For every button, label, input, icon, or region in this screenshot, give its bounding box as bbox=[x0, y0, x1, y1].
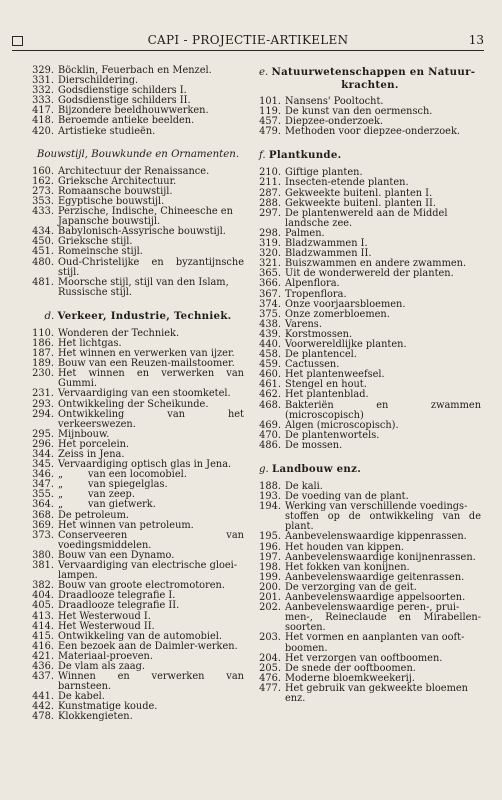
section-letter: f. bbox=[259, 150, 266, 162]
item-text-line: De kabel. bbox=[58, 691, 105, 703]
list-item bbox=[259, 209, 481, 229]
item-text-line: Diepzee-onderzoek. bbox=[285, 116, 383, 128]
item-text-line: Voorwereldlijke planten. bbox=[285, 338, 407, 350]
item-text-line: Ontwikkeling der Scheikunde. bbox=[58, 398, 209, 410]
item-text bbox=[285, 399, 485, 421]
list-item bbox=[259, 399, 485, 421]
item-text-line: De vlam als zaag. bbox=[58, 660, 146, 672]
item-text-line: Draadlooze telegrafie II. bbox=[58, 600, 180, 612]
item-text bbox=[285, 603, 481, 633]
list-item bbox=[259, 127, 481, 137]
section-title: Natuurwetenschappen en Natuur- bbox=[271, 66, 476, 78]
item-number: 331. bbox=[32, 75, 54, 87]
item-number: 416. bbox=[32, 640, 54, 652]
item-text-line: Klokkengieten. bbox=[58, 711, 133, 723]
item-text-line: Materiaal-proeven. bbox=[58, 650, 153, 662]
item-number: 458. bbox=[259, 349, 281, 361]
item-number: 470. bbox=[259, 429, 281, 441]
item-text bbox=[285, 209, 481, 229]
left-column bbox=[32, 65, 248, 723]
item-number: 434. bbox=[32, 226, 54, 238]
section-title: Verkeer, Industrie, Techniek. bbox=[57, 309, 232, 322]
item-number: 438. bbox=[259, 318, 281, 330]
item-number: 344. bbox=[32, 449, 54, 460]
item-number: 320. bbox=[259, 248, 281, 260]
item-number: 345. bbox=[32, 459, 54, 471]
item-number: 480. bbox=[32, 256, 54, 268]
item-text bbox=[285, 127, 481, 137]
item-number: 210. bbox=[259, 167, 281, 179]
section-title: Bouwstijl, Bouwkunde en Ornamenten. bbox=[36, 148, 240, 160]
item-number: 381. bbox=[32, 560, 54, 572]
item-number: 441. bbox=[32, 691, 54, 703]
section-title-cont: krachten. bbox=[341, 79, 399, 91]
item-text-line: Het Westerwoud I. bbox=[58, 610, 151, 622]
item-text bbox=[58, 368, 248, 390]
item-text-line: Het plantenweefsel. bbox=[285, 369, 385, 381]
item-number: 369. bbox=[32, 519, 54, 531]
item-number: 415. bbox=[32, 630, 54, 642]
page-title: CAPI - PROJECTIE-ARTIKELEN bbox=[147, 33, 349, 47]
section-heading bbox=[32, 149, 244, 161]
item-text bbox=[58, 712, 244, 722]
item-text-line: Romeinsche stijl. bbox=[58, 246, 143, 258]
section-title: Landbouw enz. bbox=[272, 463, 362, 475]
item-number: 436. bbox=[32, 660, 54, 672]
item-text-line: Het winnen en verwerken van Gummi. bbox=[58, 368, 248, 390]
section-heading bbox=[259, 463, 481, 476]
item-text-line: De plantenwortels. bbox=[285, 429, 380, 441]
item-number: 201. bbox=[259, 592, 281, 604]
item-text-line: Stengel en hout. bbox=[285, 379, 367, 391]
item-text-line: Vervaardiging optisch glas in Jena. bbox=[58, 459, 232, 471]
item-number: 198. bbox=[259, 561, 281, 573]
item-number: 440. bbox=[259, 338, 281, 350]
item-number: 187. bbox=[32, 348, 54, 360]
item-number: 196. bbox=[259, 541, 281, 553]
item-number: 365. bbox=[259, 268, 281, 280]
item-number: 433. bbox=[32, 206, 54, 218]
item-text bbox=[58, 278, 244, 298]
item-number: 477. bbox=[259, 682, 281, 694]
item-number: 404. bbox=[32, 590, 54, 602]
item-text-line: Winnen en verwerken van barnsteen. bbox=[58, 671, 248, 693]
item-number: 203. bbox=[259, 632, 281, 644]
item-number: 405. bbox=[32, 600, 54, 612]
section-letter: e. bbox=[259, 67, 269, 78]
item-number: 288. bbox=[259, 197, 281, 209]
item-text-line: Godsdienstige schilders II. bbox=[58, 95, 191, 107]
item-number: 476. bbox=[259, 672, 281, 684]
item-number: 442. bbox=[32, 701, 54, 713]
page-number: 13 bbox=[468, 33, 484, 47]
item-text-line: Bladzwammen I. bbox=[285, 238, 368, 250]
item-number: 205. bbox=[259, 662, 281, 674]
item-text-line: Perzische, Indische, Chineesche en bbox=[58, 206, 233, 218]
item-number: 353. bbox=[32, 195, 54, 207]
item-text-line: Het plantenblad. bbox=[285, 389, 369, 401]
list-item bbox=[32, 529, 248, 551]
item-number: 295. bbox=[32, 428, 54, 440]
list-item bbox=[32, 561, 244, 581]
item-number: 380. bbox=[32, 549, 54, 561]
item-text-line: Het fokken van konijnen. bbox=[285, 561, 410, 573]
item-text-continuation: landsche zee. bbox=[285, 217, 353, 229]
item-text-line: Aanbevelenswaardige geitenrassen. bbox=[285, 571, 465, 583]
item-number: 479. bbox=[259, 126, 281, 138]
list-item bbox=[32, 368, 248, 390]
item-number: 414. bbox=[32, 620, 54, 632]
item-text-continuation: Russische stijl. bbox=[58, 286, 132, 298]
item-text-line: Zeiss in Jena. bbox=[58, 449, 125, 460]
item-number: 459. bbox=[259, 359, 281, 371]
item-text-line: Het houden van kippen. bbox=[285, 541, 405, 553]
item-text-line: Bouw van een Dynamo. bbox=[58, 549, 175, 561]
item-text-line: Palmen. bbox=[285, 227, 325, 239]
item-text-line: Moorsche stijl, stijl van den Islam, bbox=[58, 276, 229, 288]
item-number: 293. bbox=[32, 398, 54, 410]
item-number: 296. bbox=[32, 438, 54, 450]
item-number: 298. bbox=[259, 227, 281, 239]
item-number: 333. bbox=[32, 95, 54, 107]
item-number: 194. bbox=[259, 501, 281, 513]
list-item bbox=[259, 633, 481, 653]
item-number: 375. bbox=[259, 308, 281, 320]
item-text-line: „ van een locomobiel. bbox=[58, 469, 187, 481]
item-number: 186. bbox=[32, 337, 54, 349]
item-text-continuation: stoffen op de ontwikkeling van de plant. bbox=[285, 511, 481, 533]
item-text bbox=[58, 127, 244, 137]
list-item bbox=[259, 502, 481, 532]
item-text-line: Ontwikkeling van het verkeerswezen. bbox=[58, 408, 248, 430]
item-number: 450. bbox=[32, 236, 54, 248]
item-text bbox=[58, 561, 244, 581]
item-text-line: Nansens' Pooltocht. bbox=[285, 96, 384, 107]
item-number: 188. bbox=[259, 481, 281, 492]
list-item bbox=[259, 441, 481, 451]
item-number: 373. bbox=[32, 529, 54, 541]
item-number: 321. bbox=[259, 258, 281, 270]
item-text-line: Het lichtgas. bbox=[58, 337, 122, 349]
section-heading bbox=[259, 149, 481, 162]
item-number: 478. bbox=[32, 711, 54, 723]
item-text-line: Aanbevelenswaardige appelsoorten. bbox=[285, 592, 466, 604]
item-text-line: Bakteriën en zwammen (microscopisch) bbox=[285, 399, 485, 421]
item-number: 193. bbox=[259, 491, 281, 503]
item-text-line: „ van spiegelglas. bbox=[58, 479, 168, 491]
item-text bbox=[58, 408, 248, 430]
item-text-line: Vervaardiging van electrische gloei- bbox=[58, 560, 238, 572]
item-text-continuation: men-, Reineclaude en Mirabellen-soorten. bbox=[285, 612, 481, 634]
item-number: 462. bbox=[259, 389, 281, 401]
item-text-line: Böcklin, Feuerbach en Menzel. bbox=[58, 65, 212, 76]
item-number: 439. bbox=[259, 328, 281, 340]
item-text bbox=[58, 671, 248, 693]
item-text-line: „ van gietwerk. bbox=[58, 499, 156, 511]
item-text-line: Het vormen en aanplanten van ooft- bbox=[285, 632, 465, 644]
item-text-line: Gekweekte buitenl. planten I. bbox=[285, 187, 433, 199]
item-text-line: Aanbevelenswaardige peren-, prui- bbox=[285, 602, 460, 614]
item-text-line: Bijzondere beeldhouwwerken. bbox=[58, 105, 209, 117]
item-text-line: Aanbevelenswaardige kippenrassen. bbox=[285, 531, 467, 543]
item-text bbox=[285, 441, 481, 451]
item-text-line: Vervaardiging van een stoomketel. bbox=[58, 388, 231, 400]
item-number: 119. bbox=[259, 106, 281, 118]
item-text-line: Romaansche bouwstijl. bbox=[58, 185, 173, 197]
item-number: 329. bbox=[32, 65, 54, 76]
item-text-line: Beroemde antieke beelden. bbox=[58, 115, 195, 127]
item-text-line: Korstmossen. bbox=[285, 328, 353, 340]
item-text-line: Grieksche Architectuur. bbox=[58, 175, 177, 187]
item-number: 332. bbox=[32, 85, 54, 97]
item-number: 231. bbox=[32, 388, 54, 400]
item-text-line: Cactussen. bbox=[285, 359, 340, 371]
section-heading bbox=[259, 66, 481, 91]
item-number: 297. bbox=[259, 207, 281, 219]
page-header bbox=[12, 32, 484, 51]
item-text-line: Het porcelein. bbox=[58, 438, 130, 450]
item-number: 204. bbox=[259, 652, 281, 664]
list-item bbox=[32, 671, 248, 693]
item-number: 457. bbox=[259, 116, 281, 128]
item-text-line: Ontwikkeling van de automobiel. bbox=[58, 630, 223, 642]
item-text-line: De plantencel. bbox=[285, 349, 357, 361]
section-letter: g. bbox=[259, 464, 269, 475]
item-number: 211. bbox=[259, 177, 281, 189]
item-number: 162. bbox=[32, 175, 54, 187]
item-text-line: Kunstmatige koude. bbox=[58, 701, 158, 713]
item-text-line: Het verzorgen van ooftboomen. bbox=[285, 652, 443, 664]
list-item bbox=[259, 603, 481, 633]
item-text-line: Werking van verschillende voedings- bbox=[285, 501, 468, 513]
section-title: Plantkunde. bbox=[268, 149, 342, 162]
item-text-line: De snede der ooftboomen. bbox=[285, 662, 416, 674]
item-text-line: Gekweekte buitenl. planten II. bbox=[285, 197, 437, 209]
item-text-line: De verzorging van de geit. bbox=[285, 581, 417, 593]
item-number: 364. bbox=[32, 499, 54, 511]
list-item bbox=[259, 684, 481, 704]
item-text bbox=[58, 529, 248, 551]
item-number: 461. bbox=[259, 379, 281, 391]
item-number: 481. bbox=[32, 276, 54, 288]
item-text-line: De mossen. bbox=[285, 439, 343, 451]
item-number: 319. bbox=[259, 238, 281, 250]
item-text-line: Conserveeren van voedingsmiddelen. bbox=[58, 529, 248, 551]
item-text-line: Een bezoek aan de Daimler-werken. bbox=[58, 640, 238, 652]
item-text-line: Onze zomerbloemen. bbox=[285, 308, 390, 320]
item-text-line: Uit de wonderwereld der planten. bbox=[285, 268, 454, 280]
item-number: 200. bbox=[259, 581, 281, 593]
item-number: 189. bbox=[32, 358, 54, 370]
item-number: 469. bbox=[259, 419, 281, 431]
list-item bbox=[32, 207, 244, 227]
section-letter: d. bbox=[44, 310, 55, 322]
item-text-line: Algen (microscopisch). bbox=[285, 419, 399, 431]
item-number: 368. bbox=[32, 509, 54, 521]
item-number: 418. bbox=[32, 115, 54, 127]
item-text-line: Aanbevelenswaardige konijnenrassen. bbox=[285, 551, 476, 563]
item-number: 486. bbox=[259, 439, 281, 451]
item-number: 421. bbox=[32, 650, 54, 662]
item-number: 195. bbox=[259, 531, 281, 543]
item-number: 101. bbox=[259, 96, 281, 107]
item-text-line: De plantenwereld aan de Middel bbox=[285, 207, 448, 219]
item-number: 366. bbox=[259, 278, 281, 290]
item-text-line: Babylonisch-Assyrische bouwstijl. bbox=[58, 226, 226, 238]
section-heading bbox=[32, 310, 244, 323]
item-number: 197. bbox=[259, 551, 281, 563]
item-number: 451. bbox=[32, 246, 54, 258]
item-text-line: Het winnen van petroleum. bbox=[58, 519, 194, 531]
item-text bbox=[58, 256, 248, 278]
list-item bbox=[32, 278, 244, 298]
item-text-line: Oud-Christelijke en byzantijnsche stijl. bbox=[58, 256, 248, 278]
item-text-line: Onze voorjaarsbloemen. bbox=[285, 298, 406, 310]
list-item bbox=[32, 712, 244, 722]
item-number: 382. bbox=[32, 580, 54, 592]
item-text-line: Egyptische bouwstijl. bbox=[58, 195, 165, 207]
item-text-line: Wonderen der Techniek. bbox=[58, 327, 180, 339]
item-text bbox=[285, 684, 481, 704]
item-text-line: Artistieke studieën. bbox=[58, 125, 156, 137]
item-text-line: Insecten-etende planten. bbox=[285, 177, 409, 189]
item-text-line: Bouw van groote electromotoren. bbox=[58, 580, 225, 592]
item-number: 294. bbox=[32, 408, 54, 420]
item-text-line: Alpenflora. bbox=[285, 278, 340, 290]
item-text-continuation: lampen. bbox=[58, 570, 98, 582]
item-text-line: De voeding van de plant. bbox=[285, 491, 409, 503]
item-text-continuation: boomen. bbox=[285, 642, 328, 654]
item-number: 417. bbox=[32, 105, 54, 117]
item-number: 367. bbox=[259, 288, 281, 300]
item-text bbox=[58, 207, 244, 227]
item-text-line: „ van zeep. bbox=[58, 489, 135, 501]
right-column bbox=[259, 66, 485, 704]
item-number: 413. bbox=[32, 610, 54, 622]
item-text-continuation: enz. bbox=[285, 692, 306, 704]
item-text-line: Grieksche stijl. bbox=[58, 236, 133, 248]
item-number: 355. bbox=[32, 489, 54, 501]
item-text bbox=[285, 502, 481, 532]
item-text-line: Het winnen en verwerken van ijzer. bbox=[58, 348, 235, 360]
item-text-line: De kunst van den oermensch. bbox=[285, 106, 433, 118]
list-item bbox=[32, 256, 248, 278]
item-text-line: Draadlooze telegrafie I. bbox=[58, 590, 176, 602]
list-item bbox=[32, 408, 248, 430]
item-text-line: Giftige planten. bbox=[285, 167, 363, 179]
item-text-line: Varens. bbox=[285, 318, 322, 330]
item-text-line: Godsdienstige schilders I. bbox=[58, 85, 187, 97]
item-number: 202. bbox=[259, 602, 281, 614]
item-text-line: Het Westerwoud II. bbox=[58, 620, 155, 632]
item-number: 199. bbox=[259, 571, 281, 583]
item-number: 346. bbox=[32, 469, 54, 481]
item-number: 437. bbox=[32, 671, 54, 683]
item-text bbox=[285, 633, 481, 653]
item-number: 230. bbox=[32, 368, 54, 380]
item-number: 460. bbox=[259, 369, 281, 381]
item-text-line: De kali. bbox=[285, 481, 323, 492]
item-number: 347. bbox=[32, 479, 54, 491]
item-text-line: Tropenflora. bbox=[285, 288, 347, 300]
item-number: 374. bbox=[259, 298, 281, 310]
item-text-line: Buiszwammen en andere zwammen. bbox=[285, 258, 467, 270]
item-number: 287. bbox=[259, 187, 281, 199]
item-text-line: Bouw van een Reuzen-mailstoomer. bbox=[58, 358, 235, 370]
item-number: 273. bbox=[32, 185, 54, 197]
item-number: 420. bbox=[32, 125, 54, 137]
item-text-line: Het gebruik van gekweekte bloemen bbox=[285, 682, 468, 694]
item-text-line: Architectuur der Renaissance. bbox=[58, 165, 210, 177]
item-text-line: Methoden voor diepzee-onderzoek. bbox=[285, 126, 461, 138]
item-number: 110. bbox=[32, 327, 54, 339]
item-text-line: Mijnbouw. bbox=[58, 428, 110, 440]
item-text-line: De petroleum. bbox=[58, 509, 129, 521]
item-number: 468. bbox=[259, 399, 281, 411]
item-text-line: Moderne bloemkweekerij. bbox=[285, 672, 415, 684]
list-item bbox=[32, 127, 244, 137]
item-number: 160. bbox=[32, 165, 54, 177]
item-text-line: Dierschildering. bbox=[58, 75, 139, 87]
item-text-line: Bladzwammen II. bbox=[285, 248, 372, 260]
item-text-continuation: Japansche bouwstijl. bbox=[58, 216, 161, 228]
